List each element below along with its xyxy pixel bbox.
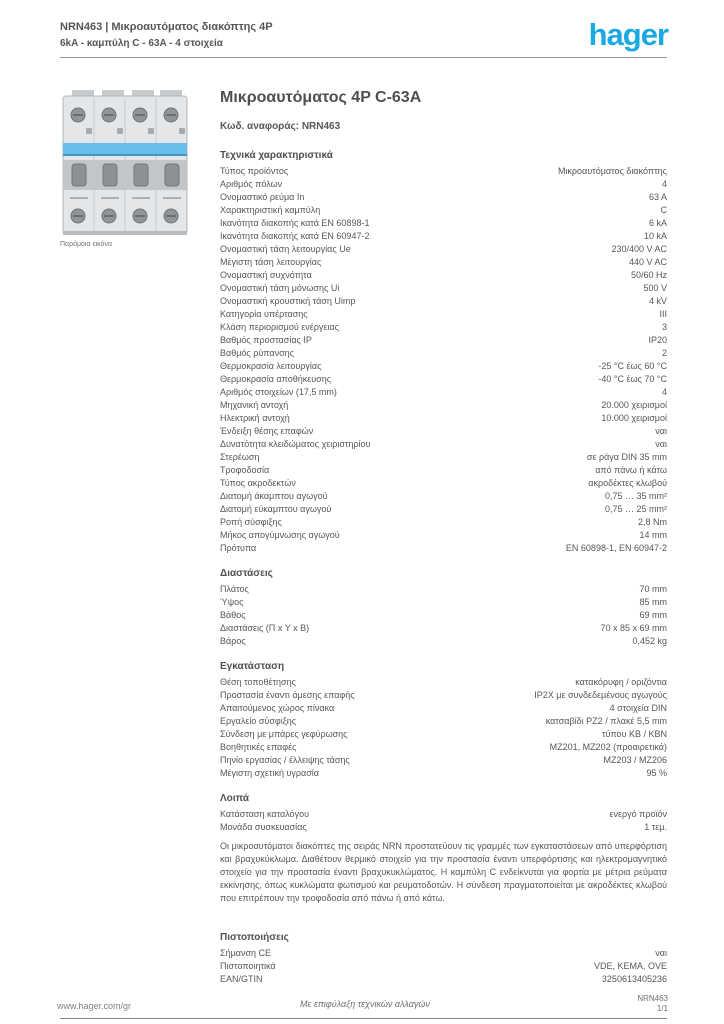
spec-row: [220, 529, 667, 542]
spec-label: Μηχανική αντοχή: [220, 400, 289, 410]
spec-value: 2: [661, 348, 667, 358]
spec-value: MZ203 / MZ206: [603, 755, 667, 765]
spec-row: [220, 425, 667, 438]
spec-row: [220, 191, 667, 204]
spec-row: [220, 622, 667, 635]
spec-label: Βάρος: [220, 636, 246, 646]
spec-value: IP20: [648, 335, 667, 345]
spec-label: Διατομή άκαμπτου αγωγού: [220, 491, 328, 501]
spec-label: Κατάσταση καταλόγου: [220, 809, 309, 819]
spec-value: 440 V AC: [628, 257, 667, 267]
footer-page-number: 1/1: [656, 1004, 668, 1013]
footer-disclaimer: Με επιφύλαξη τεχνικών αλλαγών: [300, 999, 430, 1009]
spec-row: [220, 477, 667, 490]
spec-value: VDE, KEMA, OVE: [593, 961, 667, 971]
spec-section: [220, 931, 667, 986]
spec-row: [220, 399, 667, 412]
spec-value: 63 A: [648, 192, 667, 202]
spec-label: Μέγιστη τάση λειτουργίας: [220, 257, 322, 267]
spec-row: [220, 178, 667, 191]
product-image-caption: Παρόμοια εικόνα: [60, 241, 112, 248]
spec-label: Ονομαστική συχνότητα: [220, 270, 312, 280]
spec-row: [220, 821, 667, 834]
spec-label: Θερμοκρασία λειτουργίας: [220, 361, 322, 371]
spec-value: 500 V: [643, 283, 667, 293]
spec-label: Διαστάσεις (Π x Υ x Β): [220, 623, 310, 633]
header-product-line: NRN463 | Μικροαυτόματος διακόπτης 4P: [60, 21, 273, 33]
spec-value: ναι: [655, 948, 667, 958]
section-title: Λοιπά: [220, 793, 250, 804]
spec-row: [220, 204, 667, 217]
spec-value: 10 kA: [643, 231, 667, 241]
spec-label: Βαθμός προστασίας IP: [220, 335, 312, 345]
spec-label: Βαθμός ρύπανσης: [220, 348, 294, 358]
spec-value: C: [660, 205, 667, 215]
section-title: Διαστάσεις: [220, 568, 273, 579]
spec-value: 230/400 V AC: [611, 244, 667, 254]
spec-label: Ικανότητα διακοπής κατά EN 60947-2: [220, 231, 370, 241]
spec-label: Θέση τοποθέτησης: [220, 677, 296, 687]
footer-website-link[interactable]: www.hager.com/gr: [57, 1001, 132, 1011]
spec-label: Ροπή σύσφιξης: [220, 517, 282, 527]
spec-value: ενεργό προϊόν: [609, 809, 667, 819]
spec-row: [220, 490, 667, 503]
spec-label: Πρότυπα: [220, 543, 257, 553]
spec-row: [220, 542, 667, 555]
spec-value: 95 %: [646, 768, 667, 778]
spec-label: Τύπος ακροδεκτών: [220, 478, 296, 488]
spec-row: [220, 503, 667, 516]
spec-section: [220, 149, 667, 555]
section-title: Τεχνικά χαρακτηριστικά: [220, 150, 333, 161]
spec-label: Ονομαστική κρουστική τάση Uimp: [220, 296, 356, 306]
spec-label: Ένδειξη θέσης επαφών: [220, 426, 314, 436]
spec-row: [220, 269, 667, 282]
footer-page-info: [637, 994, 668, 1014]
spec-label: EAN/GTIN: [220, 974, 263, 984]
spec-label: Βοηθητικές επαφές: [220, 742, 297, 752]
spec-row: [220, 960, 667, 973]
spec-value: IP2X με συνδεδεμένους αγωγούς: [534, 690, 667, 700]
spec-value: 69 mm: [639, 610, 667, 620]
spec-value: III: [659, 309, 667, 319]
spec-row: [220, 676, 667, 689]
spec-label: Πλάτος: [220, 584, 249, 594]
spec-label: Χαρακτηριστική καμπύλη: [220, 205, 321, 215]
spec-row: [220, 596, 667, 609]
spec-row: [220, 715, 667, 728]
spec-label: Αριθμός πόλων: [220, 179, 283, 189]
spec-row: [220, 808, 667, 821]
spec-value: 70 mm: [639, 584, 667, 594]
spec-label: Βάθος: [220, 610, 246, 620]
spec-section: [220, 792, 667, 905]
product-description: Οι μικροαυτόματοι διακόπτες της σειράς NRN προστατεύουν τις γραμμές των εγκαταστάσεων από υπερφόρτιση και βραχυκύκλωμα. Διαθέτουν θερμικό στοιχείο για την προστασία έναντι υπερφόρτισης και ηλεκτρομαγνητικό στοιχείο για την προστασία έναντι βραχυκυκλώματος. Η καμπύλη C ενδείκνυται για φορτία με μέτρια ρεύματα εκκίνησης, όπως κυκλώματα φωτισμού και ρευματοδοτών. Η σύνδεση πραγματοποιείται με ακροδέκτες κλωβού που επιτρέπουν την τροφοδοσία από πάνω ή από κάτω.: [220, 841, 667, 903]
spec-value: 20.000 χειρισμοί: [601, 400, 667, 410]
section-title: Εγκατάσταση: [220, 661, 285, 672]
mcb-illustration: [60, 88, 190, 238]
spec-value: 2,8 Nm: [637, 517, 667, 527]
spec-label: Τύπος προϊόντος: [220, 166, 289, 176]
spec-row: [220, 412, 667, 425]
hager-logo: hager: [588, 17, 668, 52]
spec-row: [220, 282, 667, 295]
spec-value: κατσαβίδι PZ2 / πλακέ 5,5 mm: [545, 716, 667, 726]
product-image: [60, 88, 190, 238]
spec-row: [220, 728, 667, 741]
spec-label: Στερέωση: [220, 452, 260, 462]
spec-value: ακροδέκτες κλωβού: [588, 478, 667, 488]
spec-value: 4: [661, 387, 667, 397]
spec-value: 6 kA: [648, 218, 667, 228]
spec-value: τύπου KB / KBN: [602, 729, 667, 739]
spec-row: [220, 230, 667, 243]
spec-label: Ηλεκτρική αντοχή: [220, 413, 290, 423]
spec-label: Δυνατότητα κλειδώματος χειριστηρίου: [220, 439, 371, 449]
spec-label: Μέγιστη σχετική υγρασία: [220, 768, 319, 778]
product-reference: Κωδ. αναφοράς: NRN463: [220, 121, 341, 132]
spec-value: 0,75 … 25 mm²: [604, 504, 667, 514]
spec-value: 70 x 85 x 69 mm: [600, 623, 667, 633]
footer-divider: [60, 1018, 667, 1019]
spec-row: [220, 308, 667, 321]
spec-section: [220, 567, 667, 648]
spec-value: κατακόρυφη / οριζόντια: [575, 677, 667, 687]
spec-label: Διατομή εύκαμπτου αγωγού: [220, 504, 332, 514]
spec-row: [220, 516, 667, 529]
spec-row: [220, 767, 667, 780]
spec-value: 4 στοιχεία DIN: [609, 703, 667, 713]
spec-row: [220, 347, 667, 360]
spec-row: [220, 360, 667, 373]
spec-value: 0,452 kg: [632, 636, 667, 646]
spec-row: [220, 373, 667, 386]
spec-label: Σύνδεση με μπάρες γεφύρωσης: [220, 729, 348, 739]
spec-label: Ονομαστικό ρεύμα In: [220, 192, 305, 202]
spec-row: [220, 973, 667, 986]
spec-value: από πάνω ή κάτω: [595, 465, 667, 475]
spec-row: [220, 741, 667, 754]
spec-row: [220, 947, 667, 960]
header-product-subline: 6kA - καμπύλη C - 63A - 4 στοιχεία: [60, 38, 223, 49]
spec-value: 0,75 … 35 mm²: [604, 491, 667, 501]
spec-label: Μήκος απογύμνωσης αγωγού: [220, 530, 340, 540]
spec-row: [220, 609, 667, 622]
spec-row: [220, 334, 667, 347]
spec-row: [220, 754, 667, 767]
spec-row: [220, 243, 667, 256]
spec-row: [220, 635, 667, 648]
spec-label: Μονάδα συσκευασίας: [220, 822, 307, 832]
spec-value: -25 °C έως 60 °C: [598, 361, 667, 371]
spec-section: [220, 660, 667, 780]
spec-label: Κλάση περιορισμού ενέργειας: [220, 322, 339, 332]
spec-label: Ονομαστική τάση μόνωσης Ui: [220, 283, 340, 293]
spec-row: [220, 386, 667, 399]
spec-label: Πιστοποιητικά: [220, 961, 276, 971]
spec-label: Σήμανση CE: [220, 948, 272, 958]
spec-label: Προστασία έναντι άμεσης επαφής: [220, 690, 355, 700]
spec-row: [220, 295, 667, 308]
spec-row: [220, 217, 667, 230]
spec-value: -40 °C έως 70 °C: [598, 374, 667, 384]
spec-value: 10.000 χειρισμοί: [601, 413, 667, 423]
spec-row: [220, 702, 667, 715]
spec-sections: [220, 149, 667, 986]
spec-label: Ύψος: [220, 597, 244, 607]
spec-value: σε ράγα DIN 35 mm: [586, 452, 667, 462]
spec-row: [220, 583, 667, 596]
page-title: Μικροαυτόματος 4P C-63A: [220, 89, 422, 106]
spec-row: [220, 464, 667, 477]
spec-row: [220, 438, 667, 451]
spec-row: [220, 321, 667, 334]
spec-label: Πηνίο εργασίας / έλλειψης τάσης: [220, 755, 350, 765]
spec-row: [220, 165, 667, 178]
spec-value: 4: [661, 179, 667, 189]
spec-value: 85 mm: [639, 597, 667, 607]
spec-label: Θερμοκρασία αποθήκευσης: [220, 374, 332, 384]
spec-value: 50/60 Hz: [630, 270, 667, 280]
section-title: Πιστοποιήσεις: [220, 932, 289, 943]
spec-value: 14 mm: [639, 530, 667, 540]
spec-value: ναι: [655, 426, 667, 436]
spec-value: ναι: [655, 439, 667, 449]
spec-value: 1 τεμ.: [644, 822, 667, 832]
spec-label: Ονομαστική τάση λειτουργίας Ue: [220, 244, 351, 254]
footer-reference: NRN463: [637, 994, 668, 1003]
spec-label: Απαιτούμενος χώρος πίνακα: [220, 703, 335, 713]
spec-row: [220, 256, 667, 269]
spec-value: EN 60898-1, EN 60947-2: [565, 543, 667, 553]
spec-row: [220, 451, 667, 464]
spec-value: Μικροαυτόματος διακόπτης: [557, 166, 667, 176]
spec-label: Ικανότητα διακοπής κατά EN 60898-1: [220, 218, 370, 228]
spec-label: Εργαλείο σύσφιξης: [220, 716, 297, 726]
spec-value: 4 kV: [648, 296, 667, 306]
spec-row: [220, 689, 667, 702]
spec-value: 3250613405236: [601, 974, 667, 984]
spec-value: 3: [661, 322, 667, 332]
main-content: [220, 88, 667, 986]
spec-value: MZ201, MZ202 (προαιρετικά): [549, 742, 667, 752]
spec-label: Τροφοδοσία: [220, 465, 270, 475]
spec-label: Αριθμός στοιχείων (17,5 mm): [220, 387, 337, 397]
header-divider: [60, 57, 667, 58]
spec-label: Κατηγορία υπέρτασης: [220, 309, 308, 319]
